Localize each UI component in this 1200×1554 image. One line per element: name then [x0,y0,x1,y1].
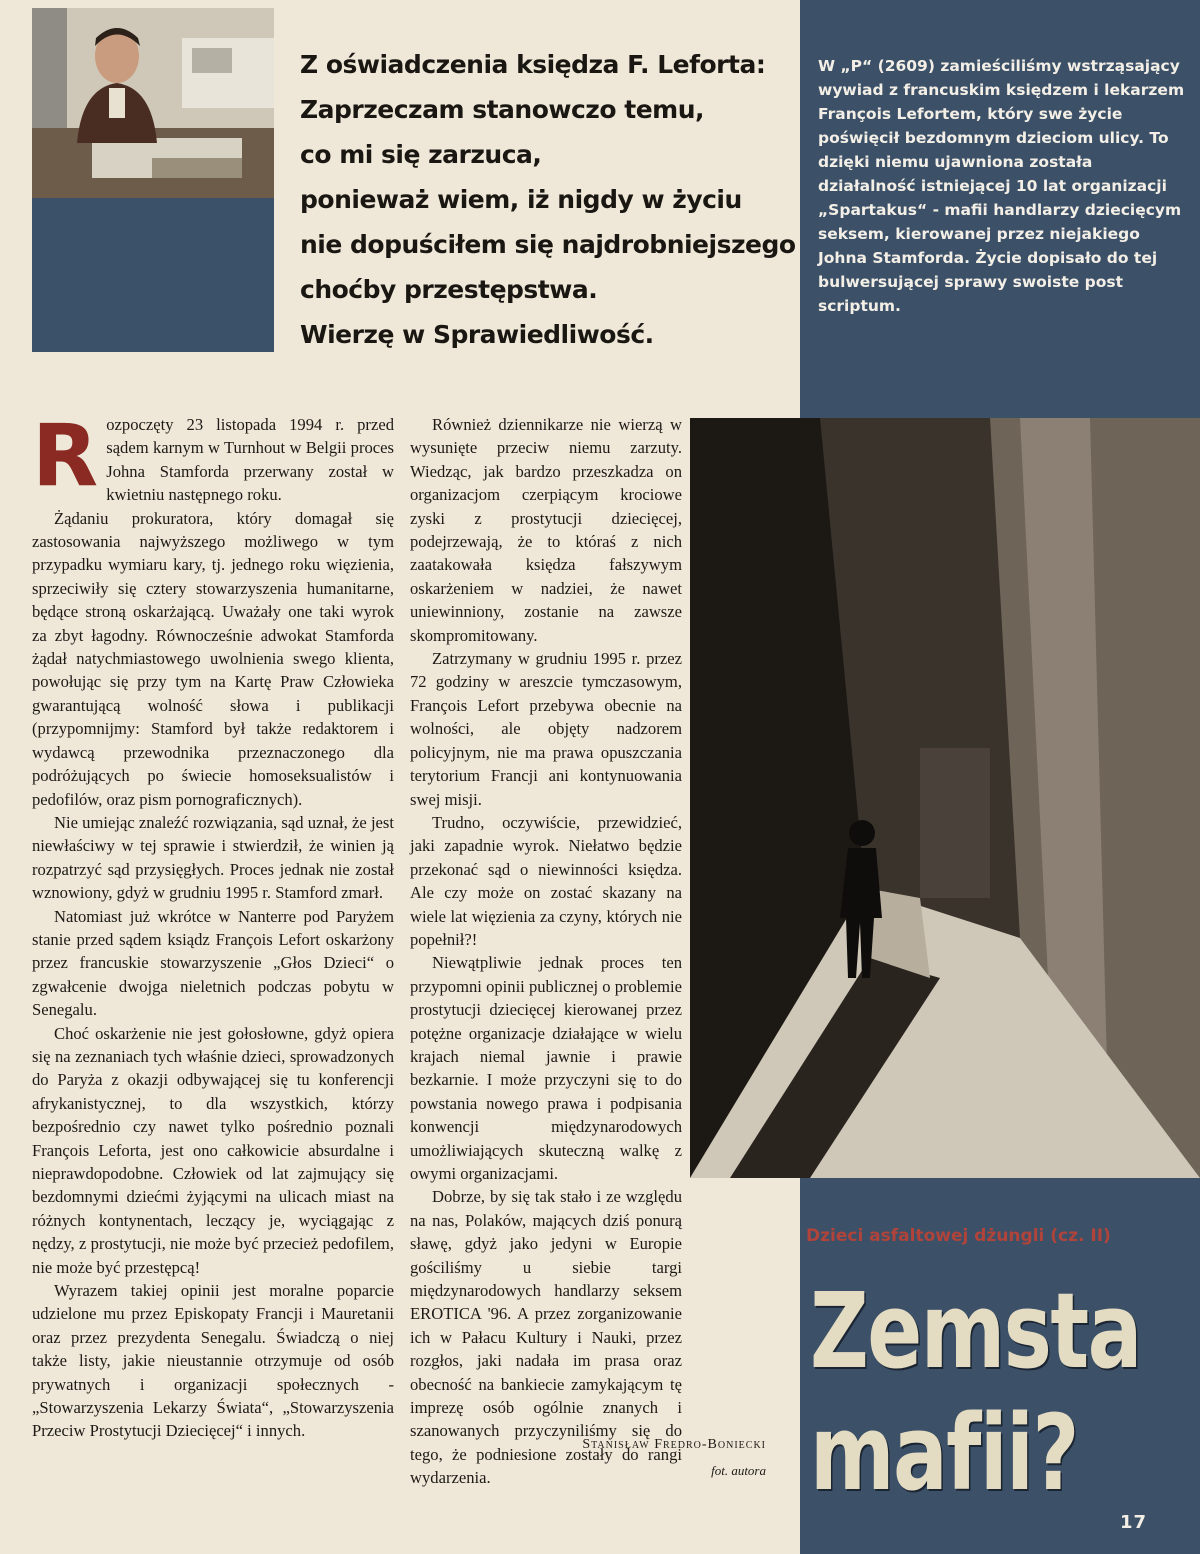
article-paragraph: Trudno, oczywiście, przewidzieć, jaki zapadnie wyrok. Niełatwo będzie przekonać sąd o niewinności księdza. Ale czy może on zostać skazany na wiele lat więzienia za czyny, których nie popełnił?! [410,812,682,949]
quote-line: co mi się zarzuca, [300,140,542,169]
priest-at-desk-photo [32,8,274,198]
article-paragraph: Wyrazem takiej opinii jest moralne poparcie udzielone mu przez Episkopaty Francji i Mauretanii oraz przez prezydenta Senegalu. Świadczą o niej także listy, jakie nieustannie otrzymuje od osób prywatnych i organizacji społecznych - „Stowarzyszenia Lekarzy Świata“, „Stowarzyszenia Przeciw Prostytucji Dziecięcej“ i innych. [32,1281,394,1441]
article-paragraph: Żądaniu prokuratora, który domagał się zastosowania najwyższego możliwego w tym przypadku wymiaru kary, tj. jednego roku więzienia, sprzeciwiły się cztery stowarzyszenia humanitarne, będące stroną oskarżającą. Uważały one taki wyrok za zbyt łagodny. Równocześnie adwokat Stamforda żądał natychmiastowego uwolnienia swego klienta, powołując się przy tym na Kartę Praw Człowieka gwarantującą wolność słowa i publikacji (przypomnijmy: Stamford był także redaktorem i wydawcą przewodnika przeznaczonego dla podróżujących po świecie homoseksualistów i pedofilów, oraz pism pornograficznych). [32,508,394,809]
child-in-alley-photo [690,418,1200,1178]
article-title [810,1270,1190,1514]
article-paragraph [32,406,394,507]
article-paragraph: Zatrzymany w grudniu 1995 r. przez 72 godziny w areszcie tymczasowym, François Lefort przebywa obecnie na wolności, ale objęty nadzorem policyjnym, nie ma prawa opuszczania terytorium Francji ani kontynuowania swej misji. [410,649,682,809]
title-line: Zemsta [810,1270,1141,1392]
quote-line: nie dopuściłem się najdrobniejszego [300,230,796,259]
intro-lead: W „P“ (2609) zamieściliśmy wstrząsający wywiad z francuskim księdzem i lekarzem François Lefortem, który swe życie poświęcił bezdomnym dzieciom ulicy. To dzięki niemu ujawniona została działalność istniejącej 10 lat organizacji „Spartakus“ - mafii handlarzy dziecięcym seksem, kierowanej przez niejakiego Johna Stamforda. Życie dopisało do tej bulwersującej sprawy swoiste post scriptum. [818,57,1185,315]
portrait-illustration [32,8,274,198]
quote-line: Zaprzeczam stanowczo temu, [300,95,704,124]
article-paragraph: Niewątpliwie jednak proces ten przypomni opinii publicznej o problemie prostytucji dziecięcej kierowanej przez potężne organizacje działające w wielu krajach niemal jawnie i prawie bezkarnie. I może przyczyni się to do powstania nowego prawa i podpisania konwencji międzynarodowych umożliwiających skuteczną walkę z owymi organizacjami. [410,953,682,1183]
drop-cap: R [32,406,99,506]
author-byline: Stanisław Fredro-Boniecki [582,1437,766,1452]
pull-quote [300,42,796,357]
portrait-photo [32,8,274,352]
photo-credit: fot. autora [711,1463,766,1478]
article-paragraph: Nie umiejąc znaleźć rozwiązania, sąd uznał, że jest niewłaściwy w tej sprawie i stwierdził, że winien ją rozpatrzyć sąd przysięgłych. Proces jednak nie został wznowiony, gdyż w grudniu 1995 r. Stamford zmarł. [32,812,394,903]
quote-line: Wierzę w Sprawiedliwość. [300,320,654,349]
quote-line: ponieważ wiem, iż nigdy w życiu [300,185,742,214]
article-paragraph: Dobrze, by się tak stało i ze względu na nas, Polaków, mających dziś ponurą sławę, gdyż jako jedyni w Europie gościliśmy u siebie targi międzynarodowych handlarzy seksem EROTICA '96. A przez zorganizowanie ich w Pałacu Kultury i Nauki, przez rozgłos, jaki nadała im prasa oraz obecność na bankiecie zamykającym tę imprezę osób ogólnie znanych i szanowanych przyczyniliśmy się do tego, że podniesione zostały do rangi wydarzenia. [410,1187,682,1488]
quote-line: choćby przestępstwa. [300,275,598,304]
article-column-middle [410,413,682,1490]
article-paragraph: Również dziennikarze nie wierzą w wysunięte przeciw niemu zarzuty. Wiedząc, jak bardzo przeszkadza on organizacjom czerpiącym krociowe zyski z prostytucji dziecięcej, podejrzewają, że to któraś z nich zaatakowała księdza fałszywym oskarżeniem w nadziei, że nawet uniewinniony, zostanie na zawsze skompromitowany. [410,415,682,645]
page-number: 17 [1120,1512,1148,1533]
article-column-left [32,406,394,1443]
quote-line: Z oświadczenia księdza F. Leforta: [300,50,766,79]
article-paragraph: Choć oskarżenie nie jest gołosłowne, gdyż opiera się na zeznaniach tych właśnie dzieci, sprowadzonych do Paryża z okazji odbywającej się tu konferencji afrykanistycznej, to dla wszystkich, którzy bezpośrednio czy nawet tylko pośrednio poznali François Leforta, jest ono całkowicie absurdalne i nieprawdopodobne. Człowiek od lat zajmujący się bezdomnymi dziećmi żyjącymi na ulicach miast na różnych kontynentach, leczący je, wyciągając z nędzy, z prostytucji, nie może być przecież pedofilem, nie może być przestępcą! [32,1023,394,1277]
article-paragraph: Natomiast już wkrótce w Nanterre pod Paryżem stanie przed sądem ksiądz François Lefort oskarżony przez francuskie stowarzyszenie „Głos Dzieci“ o zgwałcenie dwojga nieletnich podczas pobytu w Senegalu. [32,906,394,1020]
series-label: Dzieci asfaltowej dżungli (cz. II) [806,1226,1111,1246]
alley-illustration [690,418,1200,1178]
article-paragraph-text: ozpoczęty 23 listopada 1994 r. przed sądem karnym w Turnhout w Belgii proces Johna Stamforda przerwany został w kwietniu następnego roku. [106,415,394,505]
title-line: mafii? [810,1392,1078,1514]
